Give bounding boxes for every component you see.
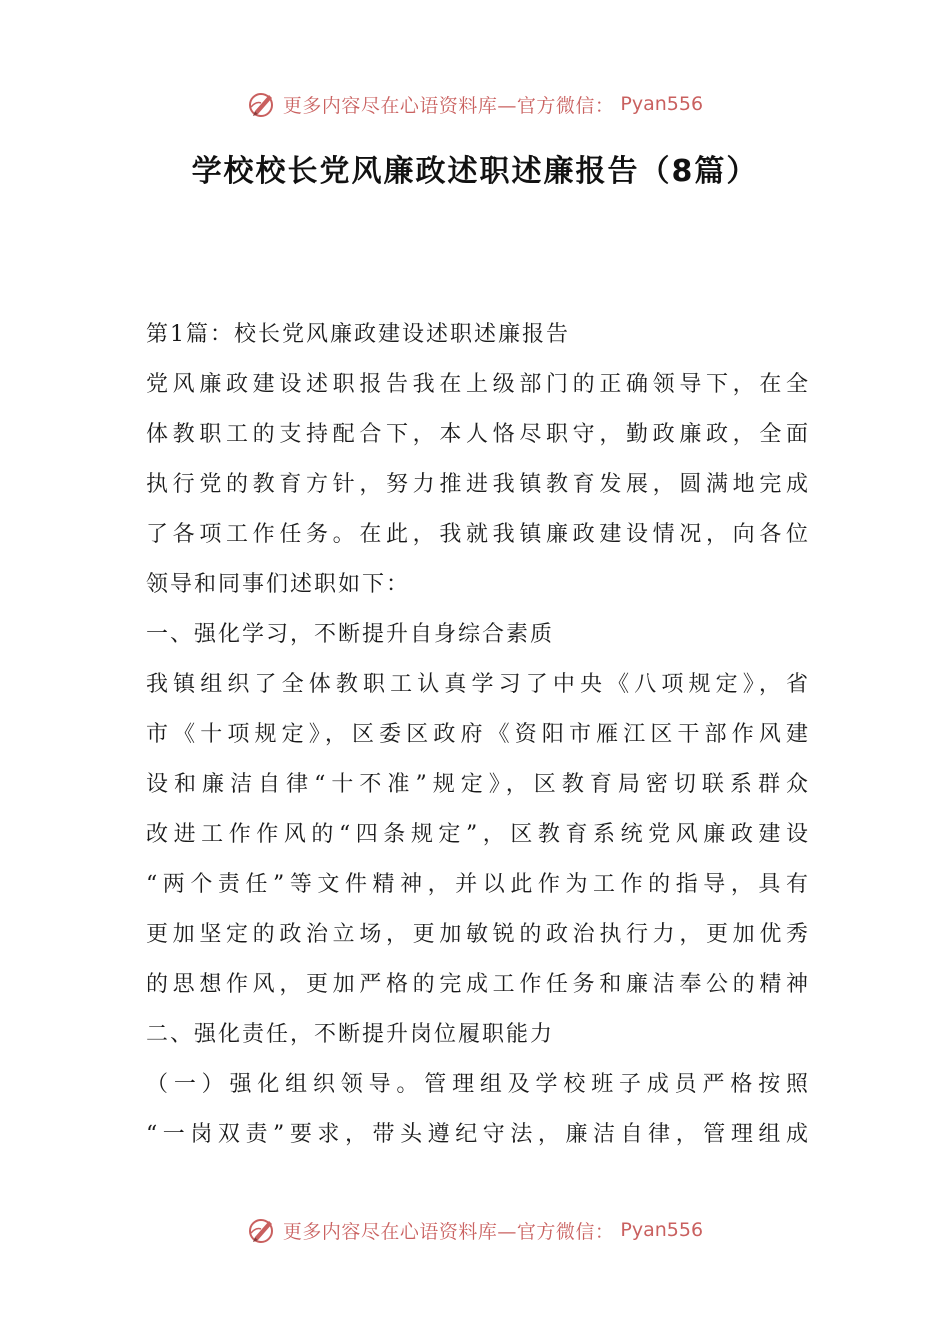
- paragraph-line: 更加坚定的政治立场，更加敏锐的政治执行力，更加优秀: [146, 922, 808, 947]
- watermark-footer: [0, 1210, 950, 1250]
- paragraph-line: 市《十项规定》，区委区政府《资阳市雁江区干部作风建: [146, 722, 808, 747]
- paragraph-line: 领导和同事们述职如下：: [146, 572, 411, 597]
- paragraph-line: 党风廉政建设述职报告我在上级部门的正确领导下，在全: [146, 372, 808, 397]
- paragraph-line: “两个责任”等文件精神，并以此作为工作的指导，具有: [146, 872, 808, 897]
- paragraph-line: （一）强化组织领导。管理组及学校班子成员严格按照: [146, 1072, 808, 1097]
- watermark-handle: Pyan556: [620, 1219, 704, 1241]
- paragraph-line: 执行党的教育方针，努力推进我镇教育发展，圆满地完成: [146, 472, 808, 497]
- document-title: 学校校长党风廉政述职述廉报告（8篇）: [191, 154, 759, 189]
- paragraph-line: “一岗双责”要求，带头遵纪守法，廉洁自律，管理组成: [146, 1122, 808, 1147]
- watermark-text: 更多内容尽在心语资料库—官方微信：: [282, 94, 615, 117]
- watermark-handle: Pyan556: [620, 93, 704, 115]
- subsection-heading: 二、强化责任，不断提升岗位履职能力: [146, 1022, 555, 1047]
- section-heading: 第1篇：校长党风廉政建设述职述廉报告: [146, 322, 570, 347]
- watermark-header: [0, 84, 950, 124]
- paragraph-line: 的思想作风，更加严格的完成工作任务和廉洁奉公的精神: [146, 972, 808, 997]
- pen-circle-icon: [247, 1215, 277, 1245]
- paragraph-line: 我镇组织了全体教职工认真学习了中央《八项规定》，省: [146, 672, 808, 697]
- pen-circle-icon: [247, 89, 277, 119]
- watermark-text: 更多内容尽在心语资料库—官方微信：: [282, 1220, 615, 1243]
- subsection-heading: 一、强化学习，不断提升自身综合素质: [146, 622, 555, 647]
- paragraph-line: 了各项工作任务。在此，我就我镇廉政建设情况，向各位: [146, 522, 808, 547]
- document-body: [146, 310, 808, 1160]
- paragraph-line: 设和廉洁自律“十不准”规定》，区教育局密切联系群众: [146, 772, 808, 797]
- paragraph-line: 改进工作作风的“四条规定”，区教育系统党风廉政建设: [146, 822, 808, 847]
- paragraph-line: 体教职工的支持配合下，本人恪尽职守，勤政廉政，全面: [146, 422, 808, 447]
